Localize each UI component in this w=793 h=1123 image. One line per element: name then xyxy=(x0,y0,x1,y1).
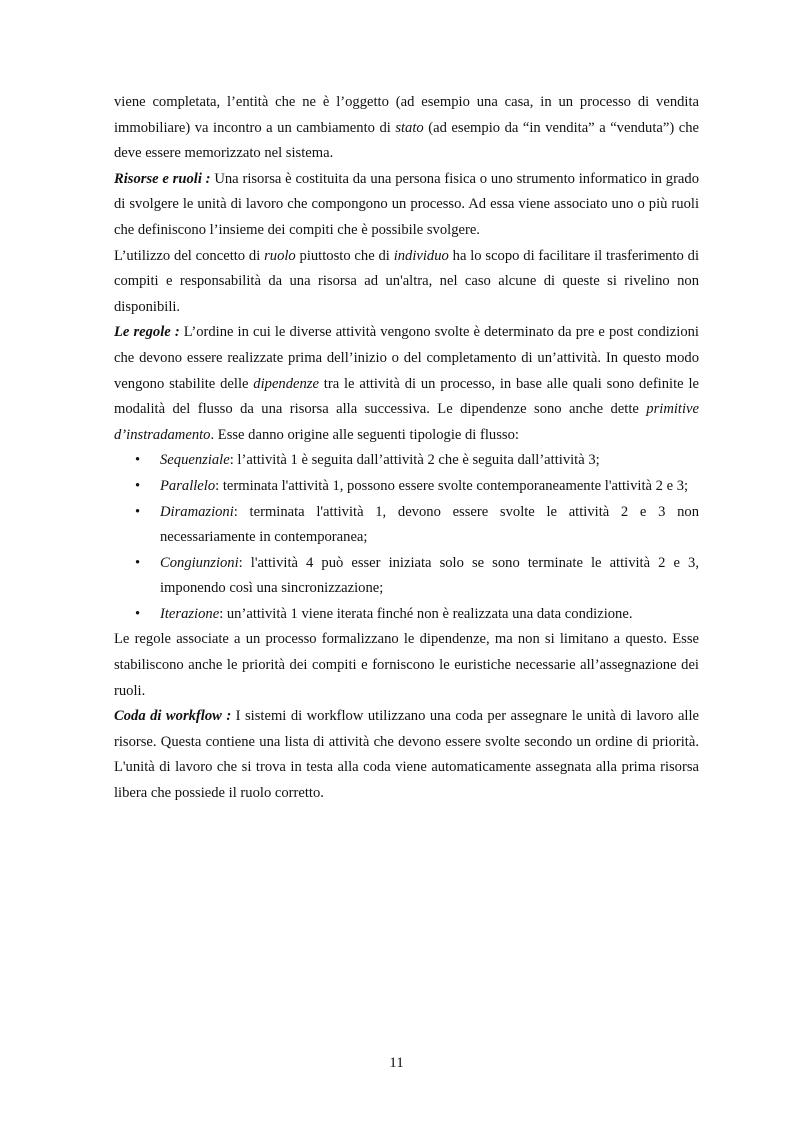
list-item-iterazione xyxy=(114,602,699,628)
desc-iterazione: : un’attività 1 viene iterata finché non è realizzata una data condizione. xyxy=(219,605,633,622)
paragraph-ruolo xyxy=(114,244,699,321)
desc-diramazioni: : terminata l'attività 1, devono essere svolte le attività 2 e 3 non necessariamente in contemporanea; xyxy=(160,503,699,546)
paragraph-coda-workflow xyxy=(114,704,699,806)
heading-risorse-ruoli: Risorse e ruoli : xyxy=(114,170,211,187)
ruolo-text-2: piuttosto che di xyxy=(295,247,394,264)
regole-text-3: . Esse danno origine alle seguenti tipologie di flusso: xyxy=(210,426,519,443)
coda-text: I sistemi di workflow utilizzano una coda per assegnare le unità di lavoro alle risorse. Questa contiene una lista di attività che devono essere svolte secondo un ordine di priorità. L'unità di lavoro che si trova in testa alla coda viene automaticamente assegnata alla prima risorsa libera che possiede il ruolo corretto. xyxy=(114,708,700,802)
term-individuo: individuo xyxy=(393,247,449,264)
list-item-sequenziale xyxy=(114,448,699,474)
heading-regole: Le regole : xyxy=(114,324,180,341)
heading-coda-workflow: Coda di workflow : xyxy=(114,708,232,725)
list-item-parallelo xyxy=(114,474,699,500)
desc-sequenziale: : l’attività 1 è seguita dall’attività 2 che è seguita dall’attività 3; xyxy=(229,452,600,469)
list-item-congiunzioni xyxy=(114,551,699,602)
page-number: 11 xyxy=(389,1055,404,1071)
bullet-icon: • xyxy=(135,605,141,622)
ruolo-text-3: ha lo scopo di facilitare il trasferimento di compiti e responsabilità da una risorsa ad un'altra, nel caso alcune di queste si rivelino non disponibili. xyxy=(114,247,699,315)
paragraph-risorse-ruoli xyxy=(114,167,699,244)
bullet-icon: • xyxy=(135,477,141,494)
term-primitive-instradamento: primitive d’instradamento xyxy=(114,401,699,443)
bullet-icon: • xyxy=(135,503,141,520)
regole-text-2: tra le attività di un processo, in base alle quali sono definite le modalità del flusso da una risorsa alla successiva. Le dipendenze sono anche dette xyxy=(114,375,699,418)
list-item-diramazioni xyxy=(114,500,699,551)
paragraph-regole xyxy=(114,320,699,448)
regole-text-1: L’ordine in cui le diverse attività vengono svolte è determinato da pre e post condizioni che devono essere realizzate prima dell’inizio o del completamento di un’attività. In questo modo vengono stabilite delle xyxy=(114,324,699,392)
term-parallelo: Parallelo xyxy=(160,477,216,494)
term-congiunzioni: Congiunzioni xyxy=(160,554,239,571)
bullet-icon: • xyxy=(135,554,141,571)
page-body xyxy=(114,90,699,807)
risorse-text: Una risorsa è costituita da una persona fisica o uno strumento informatico in grado di svolgere le unità di lavoro che compongono un processo. Ad essa viene associato uno o più ruoli che definiscono l’insieme dei compiti che è possibile svolgere. xyxy=(114,170,699,238)
desc-congiunzioni: : l'attività 4 può esser iniziata solo se sono terminate le attività 2 e 3, imponendo così una sincronizzazione; xyxy=(160,554,699,597)
paragraph-intro xyxy=(114,90,699,167)
term-stato: stato xyxy=(395,119,424,136)
term-sequenziale: Sequenziale xyxy=(160,452,230,469)
desc-parallelo: : terminata l'attività 1, possono essere svolte contemporaneamente l'attività 2 e 3; xyxy=(215,477,689,494)
flow-types-list xyxy=(114,448,699,627)
term-dipendenze: dipendenze xyxy=(253,375,319,392)
ruolo-text-1: L’utilizzo del concetto di xyxy=(114,247,265,264)
term-iterazione: Iterazione xyxy=(160,605,220,622)
bullet-icon: • xyxy=(135,452,141,469)
intro-text-end: (ad esempio da “in vendita” a “venduta”) che deve essere memorizzato nel sistema. xyxy=(114,119,699,162)
term-diramazioni: Diramazioni xyxy=(160,503,234,520)
term-ruolo: ruolo xyxy=(264,247,296,264)
intro-text: viene completata, l’entità che ne è l’oggetto (ad esempio una casa, in un processo di vendita immobiliare) va incontro a un cambiamento di xyxy=(114,94,699,136)
paragraph-regole-associate: Le regole associate a un processo formalizzano le dipendenze, ma non si limitano a questo. Esse stabiliscono anche le priorità dei compiti e forniscono le euristiche necessarie all’assegnazione dei ruoli. xyxy=(114,631,699,699)
